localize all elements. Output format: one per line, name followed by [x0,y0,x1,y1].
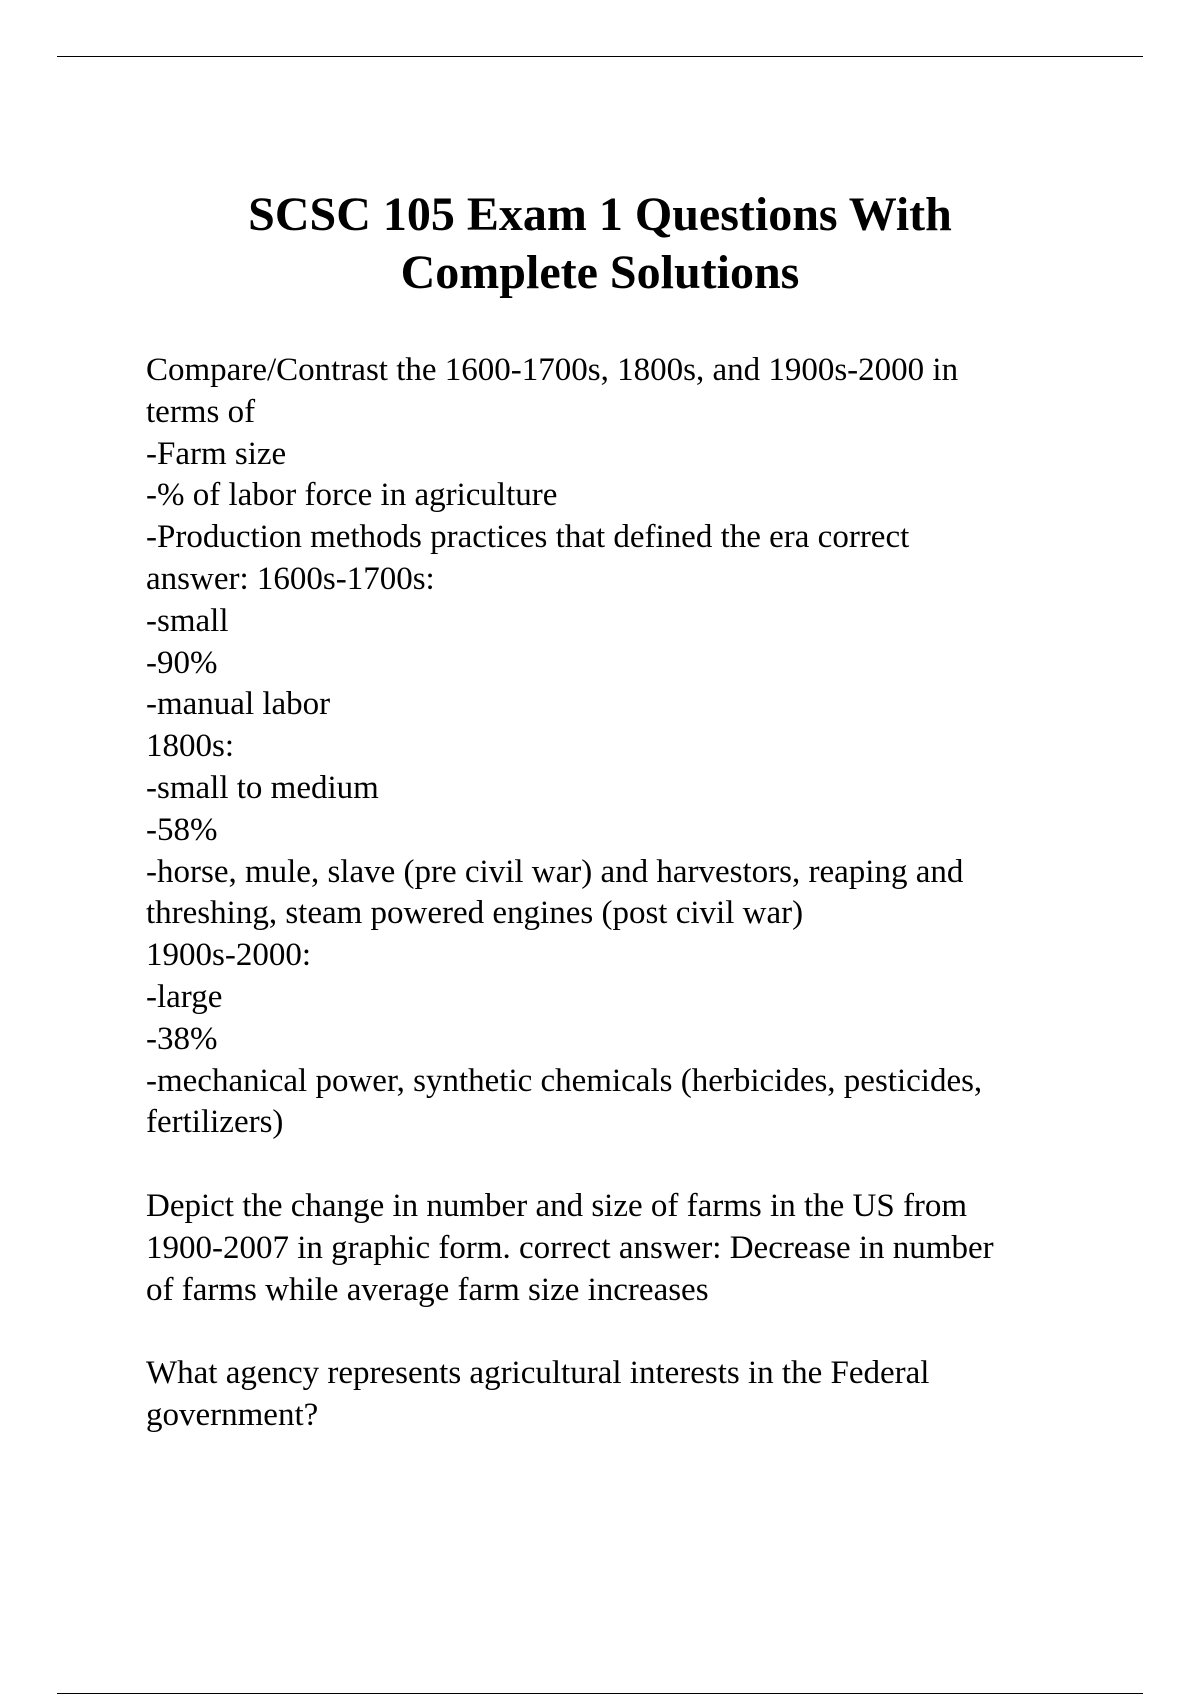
qa-block-farm-change [146,1186,1106,1311]
qa-block-federal-agency [146,1353,1106,1437]
document-body [146,350,1106,1437]
text-line: -38% [146,1020,218,1057]
title-line-2: Complete Solutions [400,246,800,299]
text-line: -Production methods practices that defined the era correct [146,519,910,556]
text-line: terms of [146,393,256,430]
text-line: government? [146,1396,319,1433]
text-line: -58% [146,811,218,848]
text-line: -small [146,602,229,639]
text-line: -large [146,978,223,1015]
text-line: Compare/Contrast the 1600-1700s, 1800s, and 1900s-2000 in [146,352,959,388]
text-line: Depict the change in number and size of farms in the US from [146,1187,968,1224]
paragraph-gap [146,1311,1106,1353]
text-line: 1900-2007 in graphic form. correct answer: Decrease in number [146,1229,994,1266]
text-line: -horse, mule, slave (pre civil war) and harvestors, reaping and [146,853,964,890]
text-line: 1800s: [146,728,235,765]
text-line: threshing, steam powered engines (post civil war) [146,895,804,932]
top-rule [57,56,1143,57]
text-line: -small to medium [146,769,379,806]
text-line: answer: 1600s-1700s: [146,560,435,597]
text-line: -manual labor [146,686,331,723]
paragraph-gap [146,1144,1106,1186]
text-line: What agency represents agricultural interests in the Federal [146,1355,930,1392]
qa-block-farm-eras [146,350,1106,1144]
text-line: -% of labor force in agriculture [146,477,558,514]
text-line: of farms while average farm size increases [146,1271,709,1308]
text-line: fertilizers) [146,1104,284,1141]
text-line: 1900s-2000: [146,937,311,974]
text-line: -90% [146,644,218,681]
text-line: -Farm size [146,435,287,472]
bottom-rule [57,1693,1143,1694]
title-line-1: SCSC 105 Exam 1 Questions With [248,188,952,241]
text-line: -mechanical power, synthetic chemicals (herbicides, pesticides, [146,1062,983,1099]
document-title [57,186,1143,302]
